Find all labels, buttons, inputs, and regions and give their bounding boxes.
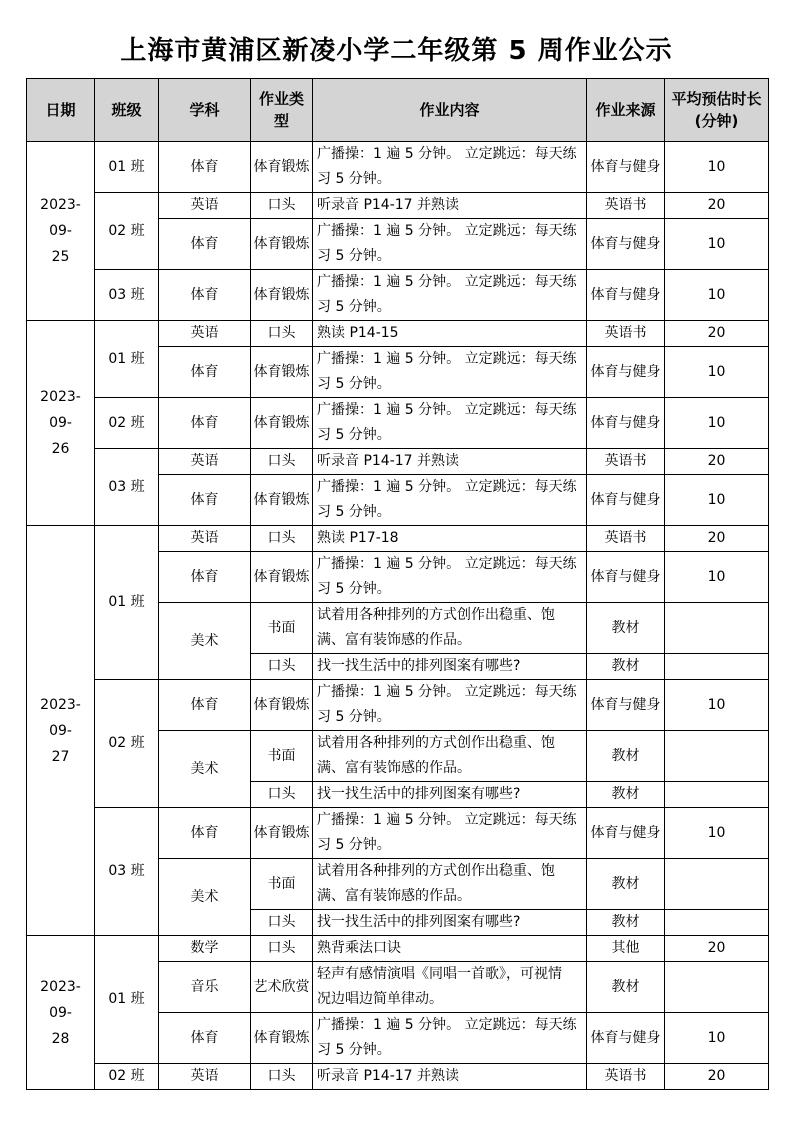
cell-type: 体育锻炼 (251, 808, 313, 859)
cell-content: 广播操：1 遍 5 分钟。 立定跳远：每天练 习 5 分钟。 (313, 475, 587, 526)
cell-source: 体育与健身 (587, 808, 665, 859)
cell-source: 体育与健身 (587, 270, 665, 321)
cell-duration: 20 (665, 1064, 769, 1090)
cell-source: 教材 (587, 910, 665, 936)
cell-type: 口头 (251, 321, 313, 347)
cell-subject: 体育 (159, 398, 251, 449)
cell-subject: 英语 (159, 321, 251, 347)
cell-class: 02 班 (95, 193, 159, 270)
cell-subject: 英语 (159, 526, 251, 552)
cell-date: 2023-09- 26 (27, 321, 95, 526)
cell-duration: 20 (665, 193, 769, 219)
cell-class: 01 班 (95, 321, 159, 398)
cell-source: 体育与健身 (587, 680, 665, 731)
cell-class: 01 班 (95, 142, 159, 193)
cell-subject: 英语 (159, 449, 251, 475)
cell-subject: 美术 (159, 731, 251, 808)
cell-duration: 20 (665, 936, 769, 962)
table-row (27, 936, 769, 962)
cell-duration: 10 (665, 347, 769, 398)
cell-source: 其他 (587, 936, 665, 962)
cell-source: 体育与健身 (587, 1013, 665, 1064)
cell-content: 找一找生活中的排列图案有哪些? (313, 782, 587, 808)
table-row (27, 270, 769, 296)
cell-subject: 体育 (159, 808, 251, 859)
cell-duration (665, 782, 769, 808)
cell-duration (665, 910, 769, 936)
cell-source: 教材 (587, 782, 665, 808)
table-row (27, 680, 769, 706)
cell-type: 体育锻炼 (251, 142, 313, 193)
cell-type: 书面 (251, 731, 313, 782)
cell-source: 英语书 (587, 193, 665, 219)
page-title: 上海市黄浦区新凌小学二年级第 5 周作业公示 (120, 36, 673, 66)
table-row (27, 449, 769, 475)
table-row (27, 808, 769, 834)
cell-class: 02 班 (95, 1064, 159, 1090)
cell-class: 03 班 (95, 449, 159, 526)
header-type: 作业类型 (251, 79, 313, 142)
cell-type: 口头 (251, 526, 313, 552)
cell-subject: 体育 (159, 142, 251, 193)
cell-subject: 体育 (159, 680, 251, 731)
cell-subject: 数学 (159, 936, 251, 962)
cell-content: 广播操：1 遍 5 分钟。 立定跳远：每天练 习 5 分钟。 (313, 347, 587, 398)
cell-type: 口头 (251, 782, 313, 808)
cell-source: 英语书 (587, 526, 665, 552)
header-row (27, 79, 769, 142)
cell-type: 口头 (251, 193, 313, 219)
cell-type: 书面 (251, 859, 313, 910)
cell-content: 轻声有感情演唱《同唱一首歌》，可视情 况边唱边简单律动。 (313, 962, 587, 1013)
table-row (27, 398, 769, 449)
cell-class: 03 班 (95, 808, 159, 936)
cell-source: 体育与健身 (587, 347, 665, 398)
cell-source: 体育与健身 (587, 398, 665, 449)
cell-class: 02 班 (95, 680, 159, 808)
cell-source: 体育与健身 (587, 552, 665, 603)
cell-subject: 体育 (159, 475, 251, 526)
cell-type: 体育锻炼 (251, 347, 313, 398)
cell-duration: 10 (665, 1013, 769, 1064)
cell-subject: 体育 (159, 552, 251, 603)
table-row (27, 321, 769, 347)
cell-content: 广播操：1 遍 5 分钟。 立定跳远：每天练 习 5 分钟。 (313, 398, 587, 449)
cell-source: 体育与健身 (587, 142, 665, 193)
cell-duration: 10 (665, 552, 769, 603)
cell-subject: 英语 (159, 193, 251, 219)
cell-subject: 美术 (159, 859, 251, 936)
cell-source: 英语书 (587, 321, 665, 347)
cell-duration: 20 (665, 449, 769, 475)
cell-class: 02 班 (95, 398, 159, 449)
cell-subject: 体育 (159, 1013, 251, 1064)
cell-subject: 英语 (159, 1064, 251, 1090)
cell-content: 广播操：1 遍 5 分钟。 立定跳远：每天练 习 5 分钟。 (313, 219, 587, 270)
cell-subject: 体育 (159, 219, 251, 270)
header-source: 作业来源 (587, 79, 665, 142)
cell-source: 英语书 (587, 449, 665, 475)
cell-type: 体育锻炼 (251, 552, 313, 603)
cell-content: 试着用各种排列的方式创作出稳重、饱 满、富有装饰感的作品。 (313, 859, 587, 910)
header-subject: 学科 (159, 79, 251, 142)
cell-duration: 10 (665, 270, 769, 321)
cell-content: 找一找生活中的排列图案有哪些? (313, 654, 587, 680)
cell-type: 体育锻炼 (251, 1013, 313, 1064)
cell-type: 体育锻炼 (251, 680, 313, 731)
cell-duration: 10 (665, 142, 769, 193)
cell-type: 体育锻炼 (251, 475, 313, 526)
cell-content: 熟背乘法口诀 (313, 936, 587, 962)
cell-type: 口头 (251, 449, 313, 475)
cell-duration (665, 654, 769, 680)
cell-source: 体育与健身 (587, 475, 665, 526)
cell-type: 口头 (251, 910, 313, 936)
cell-source: 教材 (587, 603, 665, 654)
cell-duration: 10 (665, 398, 769, 449)
cell-content: 听录音 P14-17 并熟读 (313, 1064, 587, 1090)
cell-subject: 体育 (159, 347, 251, 398)
cell-type: 口头 (251, 936, 313, 962)
cell-date: 2023-09- 28 (27, 936, 95, 1090)
cell-content: 熟读 P14-15 (313, 321, 587, 347)
cell-duration: 10 (665, 219, 769, 270)
cell-type: 艺术欣赏 (251, 962, 313, 1013)
cell-content: 找一找生活中的排列图案有哪些? (313, 910, 587, 936)
table-row (27, 142, 769, 193)
cell-content: 熟读 P17-18 (313, 526, 587, 552)
header-date: 日期 (27, 79, 95, 142)
cell-source: 教材 (587, 654, 665, 680)
cell-duration: 20 (665, 526, 769, 552)
cell-date: 2023-09- 25 (27, 142, 95, 321)
cell-content: 广播操：1 遍 5 分钟。 立定跳远：每天练 习 5 分钟。 (313, 808, 587, 859)
cell-type: 书面 (251, 603, 313, 654)
cell-type: 口头 (251, 654, 313, 680)
cell-content: 广播操：1 遍 5 分钟。 立定跳远：每天练 习 5 分钟。 (313, 142, 587, 193)
table-row (27, 526, 769, 552)
cell-subject: 美术 (159, 603, 251, 680)
cell-subject: 音乐 (159, 962, 251, 1013)
cell-type: 体育锻炼 (251, 398, 313, 449)
header-class: 班级 (95, 79, 159, 142)
cell-source: 教材 (587, 962, 665, 1013)
cell-type: 体育锻炼 (251, 219, 313, 270)
cell-duration: 20 (665, 321, 769, 347)
cell-source: 教材 (587, 859, 665, 910)
cell-duration: 10 (665, 808, 769, 859)
cell-content: 试着用各种排列的方式创作出稳重、饱 满、富有装饰感的作品。 (313, 603, 587, 654)
cell-source: 教材 (587, 731, 665, 782)
cell-content: 试着用各种排列的方式创作出稳重、饱 满、富有装饰感的作品。 (313, 731, 587, 782)
cell-type: 口头 (251, 1064, 313, 1090)
cell-duration (665, 603, 769, 654)
header-duration: 平均预估时长(分钟) (665, 79, 769, 142)
homework-table (26, 78, 769, 1090)
cell-content: 广播操：1 遍 5 分钟。 立定跳远：每天练 习 5 分钟。 (313, 552, 587, 603)
cell-duration (665, 859, 769, 910)
cell-duration: 10 (665, 680, 769, 731)
cell-content: 广播操：1 遍 5 分钟。 立定跳远：每天练 习 5 分钟。 (313, 680, 587, 731)
cell-content: 听录音 P14-17 并熟读 (313, 193, 587, 219)
cell-class: 03 班 (95, 270, 159, 321)
table-body (27, 142, 769, 1090)
cell-duration: 10 (665, 475, 769, 526)
cell-date: 2023-09- 27 (27, 526, 95, 936)
cell-duration (665, 731, 769, 782)
table-row (27, 193, 769, 219)
table-row (27, 1064, 769, 1090)
cell-duration (665, 962, 769, 1013)
cell-source: 体育与健身 (587, 219, 665, 270)
cell-content: 广播操：1 遍 5 分钟。 立定跳远：每天练 习 5 分钟。 (313, 1013, 587, 1064)
cell-source: 英语书 (587, 1064, 665, 1090)
cell-type: 体育锻炼 (251, 270, 313, 321)
header-content: 作业内容 (313, 79, 587, 142)
cell-content: 听录音 P14-17 并熟读 (313, 449, 587, 475)
cell-class: 01 班 (95, 526, 159, 680)
cell-class: 01 班 (95, 936, 159, 1064)
cell-subject: 体育 (159, 270, 251, 321)
cell-content: 广播操：1 遍 5 分钟。 立定跳远：每天练 习 5 分钟。 (313, 270, 587, 321)
